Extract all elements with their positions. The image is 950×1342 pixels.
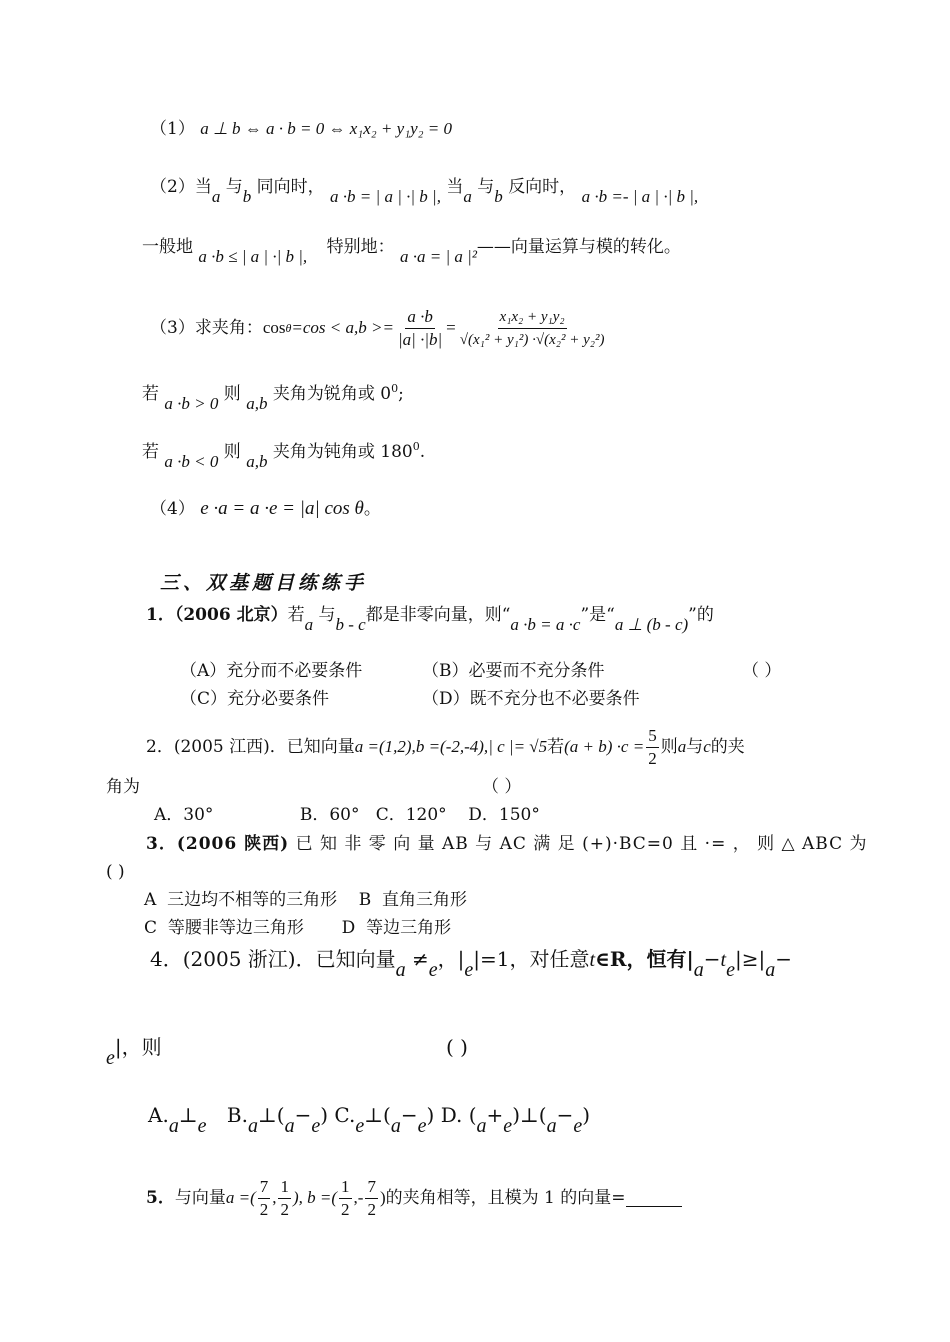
q1-options-row-1: [180, 660, 800, 682]
q4-ge: |≥|: [734, 947, 766, 971]
q4-opt-c-e: e: [355, 1115, 365, 1137]
vec-b-2: b: [494, 187, 503, 206]
q5-close: ): [379, 1188, 386, 1207]
q5-f4-den: 2: [367, 1199, 376, 1219]
q3-option-row-1: A 三边均不相等的三角形 B 直角三角形: [144, 890, 467, 910]
q2-a-eq: a =(1,2),: [354, 737, 416, 756]
q1-answer-paren: （ ）: [742, 661, 782, 681]
q2-number: 2．: [146, 737, 174, 757]
special-tail: ——向量运算与模的转化。: [476, 237, 681, 257]
property-4-label: （4）: [150, 499, 195, 519]
q4-opt-d-minus: −: [556, 1103, 574, 1127]
acute-text: 夹角为锐角或 0: [272, 384, 392, 404]
q4-opt-d-a: a: [476, 1115, 487, 1137]
q5-f3-num: 1: [339, 1176, 352, 1199]
q5-frac-3: [339, 1176, 352, 1221]
question-3: [146, 833, 868, 855]
property-1-label: （1）: [150, 119, 195, 139]
opp-prefix: 当: [446, 177, 464, 197]
answer-blank[interactable]: [626, 1190, 682, 1207]
general-text: 一般地: [142, 237, 193, 257]
q2-then: 则: [660, 737, 678, 757]
q5-text-b: 的夹角相等，且模为 1 的向量=: [385, 1188, 626, 1208]
q5-a-eq: a =(: [225, 1188, 256, 1207]
q4-comma: ，|: [437, 947, 465, 971]
property-3: （3）求夹角： cos θ =cos < a,b >= $\frac{a \cdot b}{|a| \cdot|b|}$ = $\frac{\text{x₁x₂ + y₁y₂}}{\text{√(x₁² + y₁²) ·√(x₂² + y₂²)}}$: [150, 306, 605, 349]
vec-a: a: [211, 187, 221, 206]
q1-text-b: 都是非零向量，则“: [365, 605, 511, 625]
q4-answer-paren: ( ): [446, 1035, 468, 1059]
q4-opt-b-a: a: [247, 1115, 258, 1137]
angle-eq: =cos < a,b >=: [291, 318, 394, 337]
q4-opt-b-end: ): [320, 1103, 329, 1127]
q1-text-d: ”的: [688, 605, 714, 625]
general-eq: a ·b ≤ | a | ·| b |,: [198, 247, 308, 266]
q4-source: (2005 浙江)．已知向量: [182, 947, 396, 971]
q4-option-a-label: A.: [148, 1103, 169, 1127]
question-4: [150, 947, 792, 981]
q2-fraction: [646, 725, 659, 770]
q2-tail: 与: [686, 737, 704, 757]
q1-options-row-2: [180, 688, 800, 710]
q4-minus: −: [775, 947, 792, 971]
q3-source: (2006 陕西): [176, 834, 290, 854]
q4-opt-b-a2: a: [284, 1115, 295, 1137]
q3-number: 3．: [146, 834, 177, 854]
q5-frac-1: [258, 1176, 271, 1221]
q3-text: 已 知 非 零 向 量 AB 与 AC 满 足 (+)·BC=0 且 ·= ， 则 △ ABC 为: [295, 834, 868, 854]
property-1: [150, 118, 452, 140]
q4-opt-c-rel: ⊥(: [364, 1103, 391, 1127]
q4-sym-e-2: e: [464, 959, 474, 981]
q3-paren: ( ): [106, 862, 125, 882]
q4-sym-e-4: e: [106, 1047, 115, 1069]
q2-line-2: [106, 776, 706, 798]
coord-fraction: [458, 306, 607, 351]
q5-f4-num: 7: [365, 1176, 378, 1199]
q4-opt-d-plus: +: [486, 1103, 504, 1127]
cos-text: cos: [262, 318, 286, 337]
q1-vec-a: a: [304, 615, 314, 634]
q4-abs-tail: |=1，对任意: [473, 947, 590, 971]
q5-text-a: 与向量: [174, 1188, 226, 1208]
q3-option-row-2: C 等腰非等边三角形 D 等边三角形: [144, 918, 452, 938]
q4-opt-c-minus: −: [400, 1103, 418, 1127]
q4-opt-a-a: a: [168, 1115, 179, 1137]
q2-frac-den: 2: [648, 748, 657, 768]
q4-sym-a: a: [395, 959, 406, 981]
acute-vec: a,b: [246, 394, 268, 413]
q1-text-a: 若: [287, 605, 305, 625]
obtuse-end: .: [419, 442, 426, 462]
q1-text-with: 与: [318, 605, 336, 625]
q5-f2-den: 2: [280, 1199, 289, 1219]
obtuse-cond: a ·b < 0: [164, 452, 219, 471]
property-4: [150, 498, 381, 520]
q4-opt-d-e: e: [503, 1115, 513, 1137]
same-dir-text: 同向时，: [256, 177, 325, 197]
question-2: 2． (2005 江西)．已知向量 a =(1,2), b =(-2,-4), | c |= √5 若 (a + b) ·c = $\frac{5}{2}$ 则 a 与 c 的夹: [146, 725, 745, 768]
property-3-label: （3）求夹角：: [150, 318, 263, 338]
q4-sym-e-3: e: [726, 959, 735, 981]
property-2-line-2: [142, 236, 681, 266]
property-4-math: e ·a = a ·e = |a| cos θ: [200, 498, 364, 519]
ratio-num: a ·b: [405, 306, 435, 329]
q4-sym-a-2: a: [693, 959, 704, 981]
q5-f2-num: 1: [278, 1176, 291, 1199]
q4-opt-d-mid: )⊥(: [512, 1103, 547, 1127]
q4-option-c-label: C.: [334, 1103, 356, 1127]
q1-vec-bc: b - c: [335, 615, 366, 634]
q1-option-a: （A）充分而不必要条件: [180, 661, 363, 681]
q4-opt-b-e: e: [311, 1115, 321, 1137]
same-dir-eq: a ·b = | a | ·| b |,: [330, 187, 441, 206]
q4-option-d-label: D. (: [440, 1103, 477, 1127]
q4-opt-d-e2: e: [573, 1115, 583, 1137]
opp-dir-text: 反向时，: [508, 177, 577, 197]
obtuse-vec: a,b: [246, 452, 268, 471]
q4-opt-a-rel: ⊥: [178, 1103, 198, 1127]
q2-tail2: 的夹: [710, 737, 745, 757]
q4-option-b-label: B.: [226, 1103, 248, 1127]
obtuse-then: 则: [223, 442, 241, 462]
q5-frac-2: [278, 1176, 291, 1221]
q4-opt-b-rel: ⊥(: [257, 1103, 285, 1127]
ratio-fraction: [396, 306, 444, 351]
q4-opt-d-end: ): [582, 1103, 591, 1127]
q1-concl: a ⊥ (b - c): [614, 615, 689, 634]
with-text: 与: [225, 177, 243, 197]
ratio-den: |a| ·|b|: [397, 329, 443, 349]
q4-opt-b-minus: −: [294, 1103, 312, 1127]
q2-answer-paren: （ ）: [482, 777, 522, 797]
vec-a-2: a: [463, 187, 472, 206]
question-1: [146, 604, 714, 634]
opp-dir-eq: a ·b =- | a | ·| b |,: [581, 187, 699, 206]
question-5: 5． 与向量 a =( $\frac{7}{2}$ , $\frac{1}{2}$ ), b =( $\frac{1}{2}$ ,- $\frac{7}{2}$ ) 的夹角相等，且模为 1 的向量=: [146, 1172, 682, 1224]
q5-frac-4: [365, 1176, 378, 1221]
q1-source: （2006 北京）: [174, 605, 288, 625]
q4-opt-a-e: e: [197, 1115, 207, 1137]
q1-option-b: （B）必要而不充分条件: [422, 661, 605, 681]
q4-opt-c-end: ): [426, 1103, 435, 1127]
q5-number: 5．: [146, 1188, 175, 1208]
q4-options: [148, 1103, 591, 1137]
q1-text-c: ”是“: [580, 605, 615, 625]
q2-c-abs: | c |= √5: [488, 737, 548, 756]
obtuse-condition: [142, 436, 426, 471]
q5-f1-den: 2: [259, 1199, 269, 1219]
theta: θ: [285, 321, 292, 335]
q4-opt-c-e2: e: [417, 1115, 427, 1137]
special-text: 特别地：: [326, 237, 395, 257]
q5-f3-den: 2: [341, 1199, 350, 1219]
q5-b-eq: ), b =(: [292, 1188, 338, 1207]
acute-cond: a ·b > 0: [164, 394, 219, 413]
q4-t: t: [589, 949, 596, 971]
q4-sym-a-3: a: [765, 959, 776, 981]
q2-line2-text: 角为: [106, 777, 140, 797]
q4-t-2: t: [720, 949, 727, 971]
coord-num: x₁x₂ + y₁y₂: [498, 306, 567, 329]
q4-in-r: ∈R，恒有|: [595, 947, 694, 971]
q1-option-d: （D）既不充分也不必要条件: [422, 689, 640, 709]
property-4-end: 。: [363, 499, 381, 519]
section-heading: 三、双基题目练练手: [160, 572, 368, 594]
q2-b-eq: b =(-2,-4),: [415, 737, 489, 756]
special-eq: a ·a = | a |²: [400, 247, 477, 266]
q5-f1-num: 7: [258, 1176, 271, 1199]
opp-with: 与: [477, 177, 495, 197]
acute-if: 若: [142, 384, 159, 404]
q2-options: A．30° B．60° C．120° D．150°: [154, 805, 540, 825]
q4-opt-d-a2: a: [546, 1115, 557, 1137]
coord-den: √(x₁² + y₁²) ·√(x₂² + y₂²): [459, 331, 605, 348]
q2-source: (2005 江西)．已知向量: [173, 737, 355, 757]
q4-number: 4．: [150, 947, 183, 971]
q1-option-c: （C）充分必要条件: [180, 689, 330, 709]
q4-minus-t: −: [703, 947, 721, 971]
q4-neq: ≠: [411, 947, 429, 971]
q2-frac-num: 5: [646, 725, 659, 748]
q1-number: 1．: [146, 605, 175, 625]
acute-then: 则: [223, 384, 241, 404]
obtuse-if: 若: [142, 442, 159, 462]
obtuse-sup: 0: [412, 440, 420, 453]
property-1-math: a ⊥ b ⇔ a · b = 0 ⇔ x₁x₂ + y₁y₂ = 0: [200, 119, 453, 138]
property-2-label: （2）当: [150, 177, 212, 197]
property-2-line-1: [150, 176, 699, 206]
q4-sym-e: e: [428, 959, 438, 981]
q1-cond: a ·b = a ·c: [510, 615, 581, 634]
acute-sup: 0: [391, 382, 399, 395]
vec-b: b: [242, 187, 252, 206]
q2-cond: (a + b) ·c =: [564, 737, 645, 756]
acute-condition: [142, 378, 404, 413]
q4-opt-c-a: a: [390, 1115, 401, 1137]
q2-if: 若: [547, 737, 565, 757]
obtuse-text: 夹角为钝角或 180: [272, 442, 413, 462]
acute-end: ;: [398, 384, 404, 404]
q4-line2-text: |，则: [114, 1035, 162, 1059]
q4-line-2: [106, 1035, 506, 1069]
